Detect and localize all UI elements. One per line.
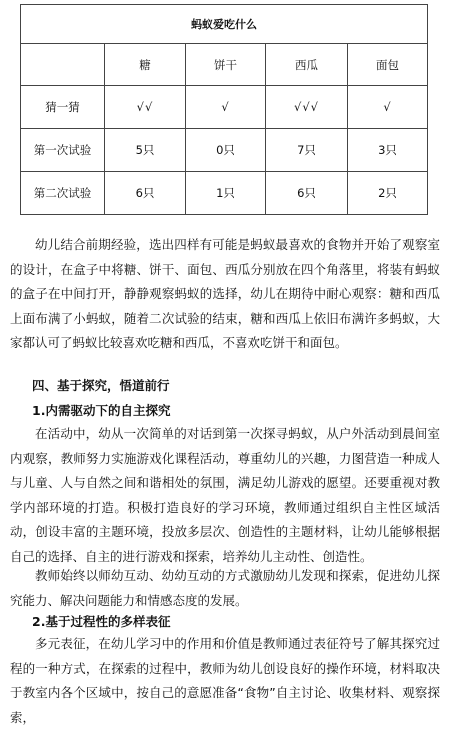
subsection-heading: 1.内需驱动下的自主探究 bbox=[32, 403, 171, 418]
table-cell: 7只 bbox=[266, 129, 348, 172]
row-label: 猜一猜 bbox=[21, 86, 105, 129]
table-header-row bbox=[21, 44, 428, 86]
table-header-cell: 糖 bbox=[105, 44, 186, 86]
section-heading: 四、基于探究，悟道前行 bbox=[32, 378, 170, 393]
table-cell: 5只 bbox=[105, 129, 186, 172]
table-cell: √√√ bbox=[266, 86, 348, 129]
table-cell: 2只 bbox=[348, 172, 428, 215]
paragraph-autonomous-exploration: 在活动中，幼从一次简单的对话到第一次探寻蚂蚁，从户外活动到晨间室内观察，教师努力实施游戏化课程活动，尊重幼儿的兴趣，力图营造一种成人与儿童、人与自然之间和谐相处的氛围，满足幼儿游戏的愿望。还要重视对教学内部环境的打造。积极打造良好的学习环境，教师通过组织自主性区域活动，创设丰富的主题环境，投放多层次、创造性的主题材料，让幼儿能够根据自己的选择、自主的进行游戏和探索，培养幼儿主动性、创造性。 bbox=[10, 426, 440, 564]
table-cell: 6只 bbox=[266, 172, 348, 215]
table-header-cell: 面包 bbox=[348, 44, 428, 86]
table-header-cell bbox=[21, 44, 105, 86]
table-title: 蚂蚁爱吃什么 bbox=[21, 5, 428, 44]
table-cell: √√ bbox=[105, 86, 186, 129]
paragraph-representation: 多元表征，在幼儿学习中的作用和价值是教师通过表征符号了解其探究过程的一种方式，在探索的过程中，教师为幼儿创设良好的操作环境，材料取决于教室内各个区域中，按自己的意愿准备“食物”自主讨论、收集材料、观察探索， bbox=[10, 636, 440, 725]
table-cell: 1只 bbox=[186, 172, 266, 215]
table-header-cell: 西瓜 bbox=[266, 44, 348, 86]
row-label: 第二次试验 bbox=[21, 172, 105, 215]
row-label: 第一次试验 bbox=[21, 129, 105, 172]
table-row bbox=[21, 86, 428, 129]
table-cell: √ bbox=[348, 86, 428, 129]
table-cell: 3只 bbox=[348, 129, 428, 172]
table-row bbox=[21, 129, 428, 172]
paragraph-interaction: 教师始终以师幼互动、幼幼互动的方式激励幼儿发现和探索，促进幼儿探究能力、解决问题能力和情感态度的发展。 bbox=[10, 568, 440, 608]
table-cell: 0只 bbox=[186, 129, 266, 172]
table-row bbox=[21, 172, 428, 215]
paragraph-observation: 幼儿结合前期经验，选出四样有可能是蚂蚁最喜欢的食物并开始了观察室的设计，在盒子中将糖、饼干、面包、西瓜分别放在四个角落里，将装有蚂蚁的盒子在中间打开，静静观察蚂蚁的选择，幼儿在期待中耐心观察：糖和西瓜上面布满了小蚂蚁，随着二次试验的结束，糖和西瓜上依旧布满许多蚂蚁，大家都认可了蚂蚁比较喜欢吃糖和西瓜，不喜欢吃饼干和面包。 bbox=[10, 237, 440, 350]
experiment-table bbox=[20, 4, 428, 215]
table-cell: √ bbox=[186, 86, 266, 129]
table-header-cell: 饼干 bbox=[186, 44, 266, 86]
subsection-heading: 2.基于过程性的多样表征 bbox=[32, 614, 171, 629]
table-cell: 6只 bbox=[105, 172, 186, 215]
